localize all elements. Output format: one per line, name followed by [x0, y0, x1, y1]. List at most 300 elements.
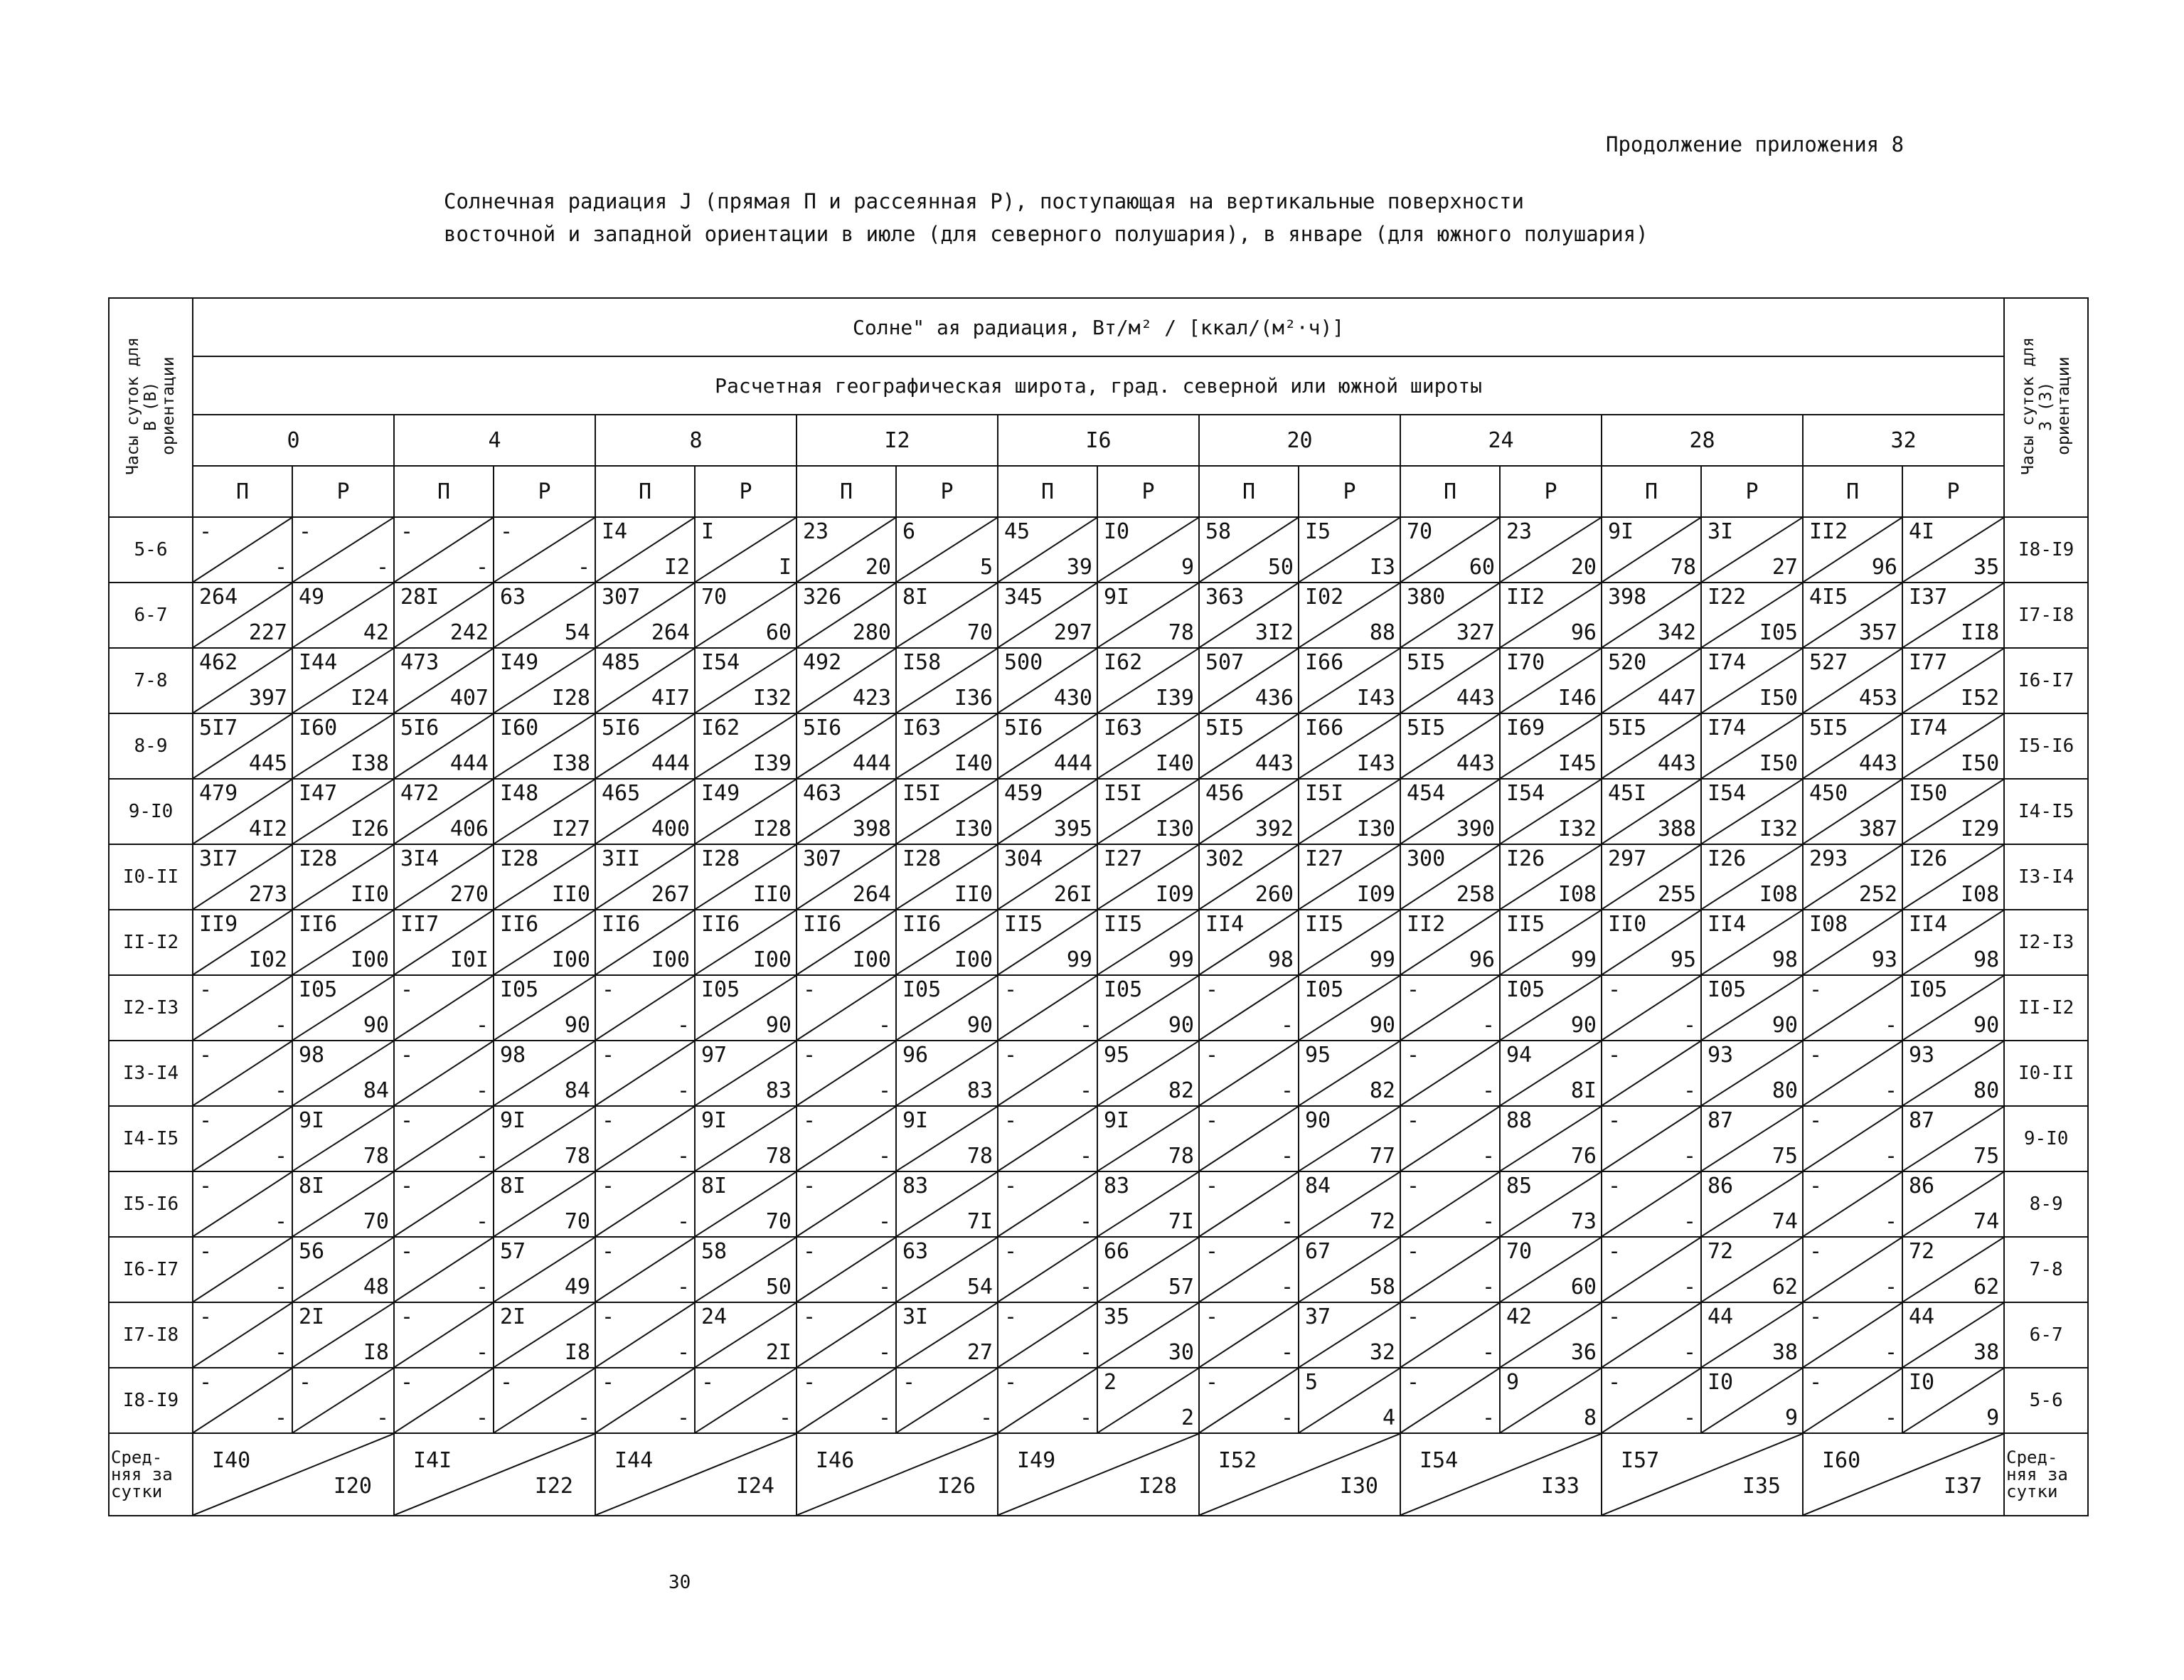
- value-w-per-m2: 63: [902, 1239, 929, 1264]
- value-w-per-m2: I58: [902, 650, 942, 675]
- value-w-per-m2: 8I: [701, 1174, 728, 1198]
- value-kcal: -: [1481, 1078, 1495, 1103]
- value-w-per-m2: -: [299, 519, 312, 544]
- diffuse-value-cell: [695, 975, 797, 1041]
- value-kcal: 252: [1858, 882, 1897, 907]
- value-kcal: 445: [248, 751, 287, 776]
- diffuse-value-cell: [494, 583, 595, 648]
- direct-value-cell: [1400, 975, 1500, 1041]
- diffuse-value-cell: [1701, 1106, 1803, 1171]
- value-kcal: 90: [1973, 1013, 2000, 1038]
- value-kcal: 4: [1382, 1405, 1395, 1430]
- latitude-header: 28: [1602, 415, 1803, 466]
- value-w-per-m2: I0: [1708, 1370, 1734, 1395]
- value-kcal: II0: [954, 882, 993, 907]
- value-w-per-m2: 87: [1708, 1108, 1734, 1133]
- direct-value-cell: [1400, 1171, 1500, 1237]
- diffuse-value-cell: [494, 713, 595, 779]
- value-kcal: -: [1481, 1144, 1495, 1169]
- direct-value-cell: [1400, 910, 1500, 975]
- value-w-per-m2: 5I5: [1809, 716, 1848, 740]
- hour-east-label: 5-6: [109, 517, 193, 583]
- hour-west-label: I2-I3: [2004, 910, 2088, 975]
- direct-value-cell: [193, 517, 292, 583]
- value-kcal: I32: [1557, 817, 1597, 841]
- hour-east-label: I4-I5: [109, 1106, 193, 1171]
- value-kcal: I39: [752, 751, 792, 776]
- value-kcal: -: [676, 1144, 690, 1169]
- data-row: [109, 1368, 2088, 1433]
- value-kcal: -: [1884, 1405, 1897, 1430]
- value-kcal: 5: [979, 555, 993, 580]
- value-kcal: 443: [1456, 751, 1495, 776]
- value-kcal: -: [878, 1405, 891, 1430]
- value-w-per-m2: 9I: [299, 1108, 325, 1133]
- value-w-per-m2: 9: [1506, 1370, 1520, 1395]
- value-kcal: 90: [363, 1013, 389, 1038]
- value-w-per-m2: 72: [1708, 1239, 1734, 1264]
- value-w-per-m2: II6: [902, 912, 942, 937]
- value-kcal: 96: [1469, 947, 1495, 972]
- direct-radiation-header: П: [1803, 466, 1902, 517]
- value-kcal: 98: [1772, 947, 1798, 972]
- value-w-per-m2: I5: [1305, 519, 1331, 544]
- value-w-per-m2: 3I4: [400, 846, 440, 871]
- value-w-per-m2: 5I5: [1407, 650, 1446, 675]
- value-kcal: 78: [363, 1144, 389, 1169]
- value-kcal: I00: [752, 947, 792, 972]
- value-w-per-m2: I74: [1708, 650, 1747, 675]
- direct-value-cell: [394, 1237, 494, 1302]
- direct-radiation-header: П: [797, 466, 896, 517]
- latitude-header: 32: [1803, 415, 2004, 466]
- value-w-per-m2: I62: [1104, 650, 1143, 675]
- direct-radiation-header: П: [998, 466, 1097, 517]
- hour-east-label: 7-8: [109, 648, 193, 713]
- diffuse-value-cell: [1902, 975, 2004, 1041]
- hour-east-label: 8-9: [109, 713, 193, 779]
- value-w-per-m2: 5I6: [803, 716, 842, 740]
- value-w-per-m2: I22: [1708, 585, 1747, 610]
- value-w-per-m2: -: [199, 1174, 213, 1198]
- value-kcal: 90: [1772, 1013, 1798, 1038]
- value-kcal: 78: [966, 1144, 993, 1169]
- value-kcal: -: [878, 1340, 891, 1365]
- value-w-per-m2: 2I: [299, 1304, 325, 1329]
- value-w-per-m2: -: [400, 1304, 414, 1329]
- value-kcal: 60: [1469, 555, 1495, 580]
- value-w-per-m2: I28: [902, 846, 942, 871]
- latitude-header: 0: [193, 415, 394, 466]
- value-w-per-m2: -: [1407, 1174, 1420, 1198]
- direct-value-cell: [193, 1368, 292, 1433]
- value-w-per-m2: 85: [1506, 1174, 1533, 1198]
- value-kcal: 96: [1871, 555, 1897, 580]
- direct-value-cell: [797, 1041, 896, 1106]
- direct-value-cell: [1803, 975, 1902, 1041]
- value-w-per-m2: I49: [500, 650, 539, 675]
- value-w-per-m2: 2: [1104, 1370, 1117, 1395]
- value-kcal: 80: [1772, 1078, 1798, 1103]
- diffuse-value-cell: [695, 1302, 797, 1368]
- value-kcal: -: [577, 1405, 590, 1430]
- diffuse-value-cell: [1701, 1302, 1803, 1368]
- value-kcal: 90: [1369, 1013, 1395, 1038]
- direct-value-cell: [1602, 1368, 1701, 1433]
- value-w-per-m2: 6: [902, 519, 916, 544]
- value-kcal: I: [778, 555, 792, 580]
- diffuse-value-cell: [1500, 1302, 1602, 1368]
- value-w-per-m2: 3I7: [199, 846, 238, 871]
- diffuse-value-cell: [292, 1171, 394, 1237]
- value-w-per-m2: II2: [1407, 912, 1446, 937]
- value-kcal: 27: [966, 1340, 993, 1365]
- value-w-per-m2: II5: [1004, 912, 1043, 937]
- value-w-per-m2: I28: [500, 846, 539, 871]
- value-w-per-m2: 463: [803, 781, 842, 806]
- value-w-per-m2: I70: [1506, 650, 1545, 675]
- value-kcal: 50: [765, 1275, 792, 1299]
- diffuse-value-cell: [1299, 1171, 1400, 1237]
- value-w-per-m2: -: [199, 519, 213, 544]
- value-kcal: -: [878, 1209, 891, 1234]
- hour-east-label: I5-I6: [109, 1171, 193, 1237]
- direct-value-cell: [1199, 583, 1299, 648]
- diffuse-value-cell: [896, 1237, 998, 1302]
- data-row: [109, 779, 2088, 844]
- diffuse-value-cell: [494, 975, 595, 1041]
- diffuse-value-cell: [1299, 648, 1400, 713]
- direct-value-cell: [595, 648, 695, 713]
- direct-value-cell: [1602, 1171, 1701, 1237]
- direct-value-cell: [1602, 844, 1701, 910]
- value-kcal: -: [1683, 1144, 1696, 1169]
- value-kcal: -: [1884, 1275, 1897, 1299]
- value-kcal: -: [1079, 1144, 1092, 1169]
- value-kcal: II8: [1960, 620, 2000, 645]
- average-w-per-m2: I49: [1017, 1448, 1056, 1473]
- value-kcal: -: [778, 1405, 792, 1430]
- value-kcal: 8: [1583, 1405, 1597, 1430]
- value-kcal: -: [1481, 1405, 1495, 1430]
- value-w-per-m2: II0: [1608, 912, 1647, 937]
- value-w-per-m2: -: [199, 1304, 213, 1329]
- value-w-per-m2: 44: [1909, 1304, 1935, 1329]
- value-kcal: I50: [1759, 751, 1798, 776]
- diffuse-value-cell: [1701, 844, 1803, 910]
- value-w-per-m2: 345: [1004, 585, 1043, 610]
- diffuse-value-cell: [494, 1106, 595, 1171]
- hour-west-label: I6-I7: [2004, 648, 2088, 713]
- value-w-per-m2: 293: [1809, 846, 1848, 871]
- value-w-per-m2: I74: [1708, 716, 1747, 740]
- value-w-per-m2: 95: [1104, 1043, 1130, 1068]
- diffuse-value-cell: [695, 583, 797, 648]
- value-kcal: 407: [449, 686, 489, 711]
- diffuse-value-cell: [1500, 910, 1602, 975]
- value-kcal: 74: [1973, 1209, 2000, 1234]
- diffuse-value-cell: [695, 844, 797, 910]
- value-w-per-m2: -: [602, 1304, 615, 1329]
- data-row: [109, 517, 2088, 583]
- value-w-per-m2: -: [803, 1304, 816, 1329]
- value-w-per-m2: II6: [602, 912, 641, 937]
- diffuse-value-cell: [1902, 1237, 2004, 1302]
- value-w-per-m2: I63: [902, 716, 942, 740]
- diffuse-value-cell: [1902, 844, 2004, 910]
- value-kcal: -: [375, 555, 389, 580]
- direct-value-cell: [595, 517, 695, 583]
- diffuse-value-cell: [1299, 910, 1400, 975]
- value-w-per-m2: 95: [1305, 1043, 1331, 1068]
- value-w-per-m2: 83: [1104, 1174, 1130, 1198]
- value-kcal: 78: [1168, 620, 1194, 645]
- value-kcal: 62: [1772, 1275, 1798, 1299]
- direct-value-cell: [1400, 844, 1500, 910]
- value-kcal: I50: [1759, 686, 1798, 711]
- value-kcal: I30: [1155, 817, 1194, 841]
- value-kcal: 9: [1181, 555, 1194, 580]
- value-w-per-m2: 90: [1305, 1108, 1331, 1133]
- average-kcal: I24: [735, 1474, 774, 1499]
- direct-value-cell: [1803, 1237, 1902, 1302]
- diffuse-value-cell: [896, 1106, 998, 1171]
- value-kcal: I8: [363, 1340, 389, 1365]
- direct-value-cell: [797, 517, 896, 583]
- value-w-per-m2: 28I: [400, 585, 440, 610]
- value-w-per-m2: 507: [1205, 650, 1245, 675]
- value-w-per-m2: I66: [1305, 716, 1344, 740]
- value-kcal: II0: [551, 882, 590, 907]
- value-w-per-m2: 4I: [1909, 519, 1935, 544]
- value-kcal: 58: [1369, 1275, 1395, 1299]
- value-w-per-m2: -: [602, 1239, 615, 1264]
- diffuse-value-cell: [1701, 713, 1803, 779]
- value-w-per-m2: I28: [299, 846, 338, 871]
- value-kcal: 99: [1570, 947, 1597, 972]
- value-w-per-m2: -: [1407, 1370, 1420, 1395]
- diffuse-radiation-header: Р: [1299, 466, 1400, 517]
- average-w-per-m2: I44: [614, 1448, 654, 1473]
- value-w-per-m2: II2: [1506, 585, 1545, 610]
- value-kcal: -: [979, 1405, 993, 1430]
- diffuse-value-cell: [1299, 1368, 1400, 1433]
- value-w-per-m2: 5I5: [1205, 716, 1245, 740]
- value-w-per-m2: -: [1608, 1239, 1621, 1264]
- value-kcal: -: [274, 555, 287, 580]
- direct-value-cell: [1400, 1041, 1500, 1106]
- diffuse-value-cell: [695, 779, 797, 844]
- value-kcal: 42: [363, 620, 389, 645]
- hour-west-label: I4-I5: [2004, 779, 2088, 844]
- direct-value-cell: [1803, 517, 1902, 583]
- direct-value-cell: [797, 713, 896, 779]
- value-kcal: I30: [1356, 817, 1395, 841]
- value-w-per-m2: -: [199, 1108, 213, 1133]
- value-kcal: I0I: [449, 947, 489, 972]
- value-w-per-m2: -: [1004, 1304, 1018, 1329]
- value-kcal: 444: [1053, 751, 1092, 776]
- direct-value-cell: [394, 844, 494, 910]
- value-kcal: 93: [1871, 947, 1897, 972]
- value-w-per-m2: -: [1205, 1043, 1219, 1068]
- value-w-per-m2: -: [803, 1108, 816, 1133]
- direct-value-cell: [998, 1368, 1097, 1433]
- latitude-header: 8: [595, 415, 797, 466]
- average-w-per-m2: I60: [1822, 1448, 1861, 1473]
- value-kcal: 392: [1255, 817, 1294, 841]
- value-w-per-m2: 93: [1909, 1043, 1935, 1068]
- diffuse-value-cell: [292, 975, 394, 1041]
- value-kcal: I38: [350, 751, 389, 776]
- value-kcal: 39: [1066, 555, 1092, 580]
- hour-east-label: I7-I8: [109, 1302, 193, 1368]
- value-kcal: II0: [350, 882, 389, 907]
- value-w-per-m2: 49: [299, 585, 325, 610]
- value-w-per-m2: 98: [299, 1043, 325, 1068]
- value-w-per-m2: -: [1004, 1370, 1018, 1395]
- value-kcal: -: [1079, 1013, 1092, 1038]
- value-kcal: 406: [449, 817, 489, 841]
- value-kcal: 20: [865, 555, 891, 580]
- direct-value-cell: [998, 1302, 1097, 1368]
- value-w-per-m2: 462: [199, 650, 238, 675]
- value-w-per-m2: I60: [500, 716, 539, 740]
- average-w-per-m2: I52: [1218, 1448, 1257, 1473]
- value-w-per-m2: -: [602, 1108, 615, 1133]
- header-row-latitudes: [109, 415, 2088, 466]
- value-kcal: -: [274, 1275, 287, 1299]
- diffuse-value-cell: [695, 1171, 797, 1237]
- direct-value-cell: [595, 910, 695, 975]
- direct-value-cell: [998, 844, 1097, 910]
- diffuse-radiation-header: Р: [896, 466, 998, 517]
- diffuse-value-cell: [1902, 648, 2004, 713]
- value-kcal: -: [676, 1340, 690, 1365]
- daily-average-cell: [394, 1433, 595, 1516]
- value-kcal: 30: [1168, 1340, 1194, 1365]
- value-kcal: 9: [1784, 1405, 1798, 1430]
- value-w-per-m2: -: [1608, 1304, 1621, 1329]
- diffuse-radiation-header: Р: [292, 466, 394, 517]
- diffuse-value-cell: [1500, 1106, 1602, 1171]
- diffuse-value-cell: [695, 1041, 797, 1106]
- direct-value-cell: [1199, 1171, 1299, 1237]
- direct-value-cell: [1602, 583, 1701, 648]
- value-kcal: 36: [1570, 1340, 1597, 1365]
- value-w-per-m2: 5I5: [1407, 716, 1446, 740]
- diffuse-value-cell: [896, 975, 998, 1041]
- diffuse-value-cell: [1500, 779, 1602, 844]
- value-kcal: 99: [1168, 947, 1194, 972]
- value-w-per-m2: -: [400, 977, 414, 1002]
- diffuse-value-cell: [1701, 517, 1803, 583]
- value-kcal: 2I: [765, 1340, 792, 1365]
- data-row: [109, 583, 2088, 648]
- value-w-per-m2: I05: [1506, 977, 1545, 1002]
- value-kcal: 98: [1973, 947, 2000, 972]
- value-w-per-m2: 500: [1004, 650, 1043, 675]
- data-row: [109, 713, 2088, 779]
- diffuse-value-cell: [896, 517, 998, 583]
- hour-east-label: 9-I0: [109, 779, 193, 844]
- value-kcal: -: [1683, 1275, 1696, 1299]
- value-kcal: 60: [765, 620, 792, 645]
- value-w-per-m2: I69: [1506, 716, 1545, 740]
- value-w-per-m2: I05: [500, 977, 539, 1002]
- value-kcal: I32: [1759, 817, 1798, 841]
- value-w-per-m2: 3II: [602, 846, 641, 871]
- value-w-per-m2: 45I: [1608, 781, 1647, 806]
- diffuse-value-cell: [292, 583, 394, 648]
- average-w-per-m2: I4I: [413, 1448, 452, 1473]
- value-kcal: 73: [1570, 1209, 1597, 1234]
- value-w-per-m2: I44: [299, 650, 338, 675]
- value-kcal: -: [1683, 1013, 1696, 1038]
- value-kcal: 444: [651, 751, 690, 776]
- value-w-per-m2: I66: [1305, 650, 1344, 675]
- value-kcal: I40: [1155, 751, 1194, 776]
- direct-value-cell: [1199, 1368, 1299, 1433]
- value-kcal: -: [1280, 1275, 1294, 1299]
- value-kcal: 70: [765, 1209, 792, 1234]
- value-kcal: I43: [1356, 751, 1395, 776]
- direct-value-cell: [1199, 910, 1299, 975]
- value-w-per-m2: -: [1809, 1043, 1823, 1068]
- value-w-per-m2: 37: [1305, 1304, 1331, 1329]
- direct-value-cell: [193, 713, 292, 779]
- value-w-per-m2: -: [701, 1370, 715, 1395]
- hour-east-label: I2-I3: [109, 975, 193, 1041]
- value-kcal: I00: [651, 947, 690, 972]
- value-w-per-m2: -: [1809, 1174, 1823, 1198]
- value-w-per-m2: -: [1407, 1239, 1420, 1264]
- value-kcal: 88: [1369, 620, 1395, 645]
- value-w-per-m2: -: [1809, 1239, 1823, 1264]
- direct-value-cell: [193, 583, 292, 648]
- value-kcal: -: [676, 1405, 690, 1430]
- value-w-per-m2: 83: [902, 1174, 929, 1198]
- value-kcal: -: [1884, 1144, 1897, 1169]
- diffuse-value-cell: [1701, 1041, 1803, 1106]
- diffuse-value-cell: [494, 779, 595, 844]
- value-kcal: 8I: [1570, 1078, 1597, 1103]
- value-kcal: -: [475, 555, 489, 580]
- diffuse-value-cell: [1500, 713, 1602, 779]
- hour-west-label: 7-8: [2004, 1237, 2088, 1302]
- average-kcal: I33: [1540, 1474, 1580, 1499]
- diffuse-value-cell: [1701, 648, 1803, 713]
- diffuse-value-cell: [896, 1302, 998, 1368]
- solar-radiation-table: [108, 297, 2089, 1516]
- value-kcal: 390: [1456, 817, 1495, 841]
- data-row: [109, 1302, 2088, 1368]
- value-kcal: 76: [1570, 1144, 1597, 1169]
- value-kcal: -: [475, 1405, 489, 1430]
- left-side-header-text: Часы суток для В (В) ориентации: [123, 337, 178, 475]
- daily-average-cell: [797, 1433, 998, 1516]
- value-w-per-m2: II4: [1205, 912, 1245, 937]
- units-banner: [193, 298, 2004, 356]
- value-w-per-m2: II6: [500, 912, 539, 937]
- direct-value-cell: [1602, 1237, 1701, 1302]
- value-kcal: 26I: [1053, 882, 1092, 907]
- value-w-per-m2: -: [602, 1370, 615, 1395]
- value-kcal: 70: [966, 620, 993, 645]
- direct-value-cell: [1803, 1368, 1902, 1433]
- value-w-per-m2: 67: [1305, 1239, 1331, 1264]
- diffuse-value-cell: [695, 910, 797, 975]
